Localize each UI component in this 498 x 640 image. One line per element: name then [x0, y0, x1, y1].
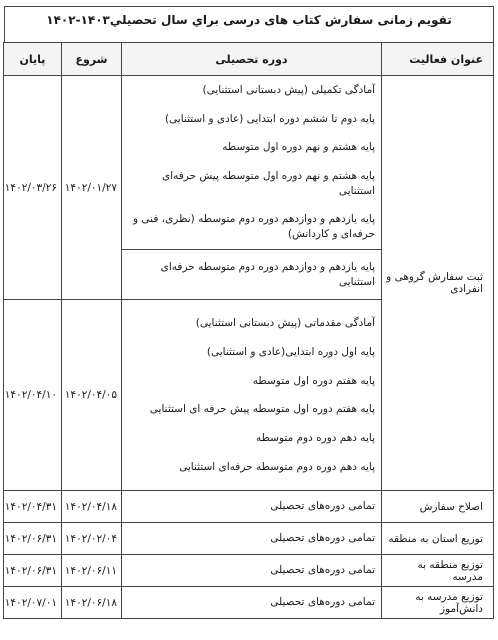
calendar-document — [4, 6, 494, 636]
course-item: پایه هفتم دوره اول متوسطه — [252, 374, 375, 387]
activity-cell: ثبت سفارش گروهی و انفرادی — [382, 76, 494, 491]
course-item: پایه یازدهم و دوازدهم دوره دوم متوسطه (نظری، فنی و حرفه‌ای و کاردانش) — [133, 213, 375, 241]
end-date-cell: ۱۴۰۲/۰۳/۲۶ — [4, 76, 62, 300]
course-item: پایه یازدهم و دوازدهم دوره دوم متوسطه حرفه‌ای استثنایی — [122, 249, 381, 299]
table-row — [4, 587, 494, 619]
course-item: پایه هفتم دوره اول متوسطه پیش حرفه ای استثنایی — [149, 403, 375, 416]
table-row — [4, 523, 494, 555]
header-start: شروع — [62, 43, 122, 76]
activity-cell: توزیع منطقه به مدرسه — [382, 555, 494, 587]
course-list-cell — [122, 300, 382, 491]
header-course: دوره تحصیلی — [122, 43, 382, 76]
end-date-cell: ۱۴۰۲/۰۶/۳۱ — [4, 555, 62, 587]
course-cell: تمامی دوره‌های تحصیلی — [122, 523, 382, 555]
course-cell: تمامی دوره‌های تحصیلی — [122, 587, 382, 619]
document-title: تقویم زمانی سفارش کتاب های درسی براي سال تحصيلي۱۴۰۳-۱۴۰۲ — [4, 6, 494, 42]
start-date-cell: ۱۴۰۲/۰۴/۱۸ — [62, 491, 122, 523]
end-date-cell: ۱۴۰۲/۰۶/۳۱ — [4, 523, 62, 555]
header-row — [4, 43, 494, 76]
activity-cell: توزیع استان به منطقه — [382, 523, 494, 555]
course-item: آمادگی تکمیلی (پیش دبستانی استثنایی) — [202, 84, 375, 96]
activity-cell: اصلاح سفارش — [382, 491, 494, 523]
start-date-cell: ۱۴۰۲/۰۶/۱۱ — [62, 555, 122, 587]
table-row — [4, 76, 494, 300]
course-cell: تمامی دوره‌های تحصیلی — [122, 555, 382, 587]
start-date-cell: ۱۴۰۲/۰۴/۰۵ — [62, 300, 122, 491]
schedule-table — [3, 42, 494, 619]
table-row — [4, 491, 494, 523]
course-item: پایه هشتم و نهم دوره اول متوسطه — [222, 141, 375, 154]
end-date-cell: ۱۴۰۲/۰۴/۳۱ — [4, 491, 62, 523]
table-row — [4, 555, 494, 587]
header-activity: عنوان فعالیت — [382, 43, 494, 76]
course-item: آمادگی مقدماتی (پیش دبستانی استثنایی) — [195, 317, 375, 330]
course-item: پایه هشتم و نهم دوره اول متوسطه پیش حرفه‌ای استثنایی — [162, 170, 375, 197]
start-date-cell: ۱۴۰۲/۰۶/۱۸ — [62, 587, 122, 619]
course-list-cell — [122, 76, 382, 300]
course-cell: تمامی دوره‌های تحصیلی — [122, 491, 382, 523]
start-date-cell: ۱۴۰۲/۰۱/۲۷ — [62, 76, 122, 300]
activity-cell: توزیع مدرسه به دانش‌آموز — [382, 587, 494, 619]
course-item: پایه اول دوره ابتدایی(عادی و استثنایی) — [206, 345, 375, 358]
course-item: پایه دهم دوره دوم متوسطه حرفه‌ای استثنایی — [179, 460, 375, 473]
end-date-cell: ۱۴۰۲/۰۷/۰۱ — [4, 587, 62, 619]
header-end: پایان — [4, 43, 62, 76]
end-date-cell: ۱۴۰۲/۰۴/۱۰ — [4, 300, 62, 491]
course-item: پایه دوم تا ششم دوره ابتدایی (عادی و استثنایی) — [164, 112, 375, 125]
start-date-cell: ۱۴۰۲/۰۲/۰۴ — [62, 523, 122, 555]
course-item: پایه دهم دوره دوم متوسطه — [255, 431, 375, 444]
